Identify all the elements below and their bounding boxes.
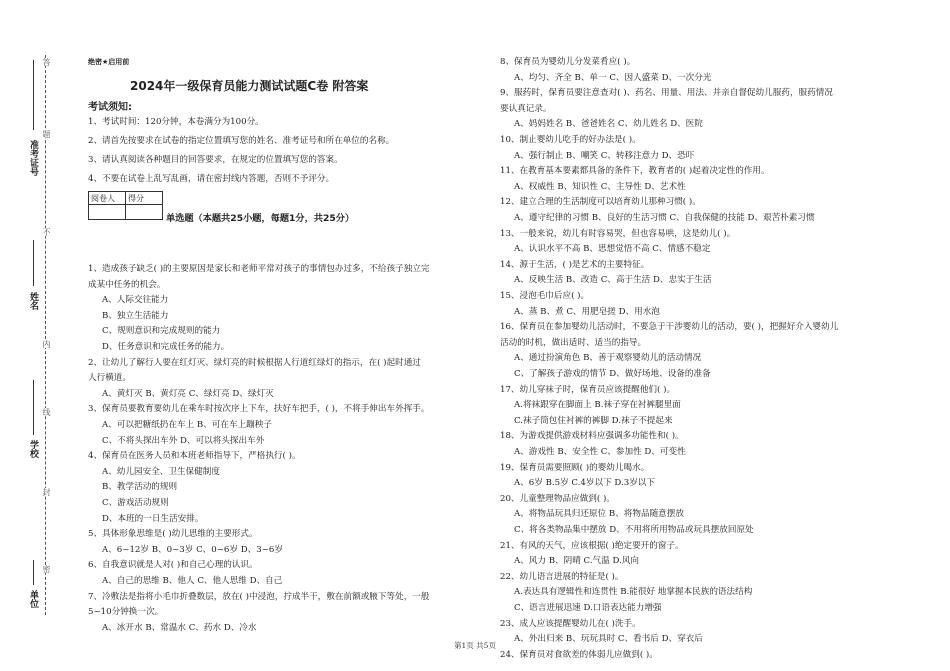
candidate-id-line xyxy=(33,60,34,130)
seal-word: 题 xyxy=(42,130,51,138)
question-line: A、风力 B、阴晴 C.气温 D.风向 xyxy=(514,556,639,567)
page-number: 第1页 共5页 xyxy=(454,641,496,650)
question-line: D、本班的一日生活安排。 xyxy=(102,513,204,524)
section-heading: 单选题（本题共25小题，每题1分，共25分） xyxy=(166,213,355,224)
question-line: C、游戏活动规则 xyxy=(102,498,169,508)
question-line: A、将物品玩具归还原位 B、将物品随意摆放 xyxy=(514,509,684,520)
notice-heading: 考试须知: xyxy=(88,102,132,113)
seal-word: 封 xyxy=(42,488,51,496)
question-line: 19、保育员需要照顾( )的婴幼儿喝水。 xyxy=(500,462,650,473)
question-line: 23、成人应该提醒婴幼儿在( )洗手。 xyxy=(500,618,641,629)
question-line: A、游戏性 B、安全性 C、参加性 D、可变性 xyxy=(514,447,686,457)
question-line: 成某中任务的机会。 xyxy=(88,279,166,290)
question-line: A、权威性 B、知识性 C、主导性 D、艺术性 xyxy=(514,181,686,192)
question-line: C、规则意识和完成规则的能力 xyxy=(102,326,221,337)
question-line: A、可以把糖纸扔在车上 B、可在车上蹦秧子 xyxy=(102,420,272,430)
question-line: 8、保育员为婴幼儿分发菜肴应( )。 xyxy=(500,57,636,67)
seal-word: 线 xyxy=(42,408,51,416)
question-line: C、不将头探出车外 D、可以将头探出车外 xyxy=(102,435,265,446)
notice-item: 2、请首先按要求在试卷的指定位置填写您的姓名、准考证号和所在单位的名称。 xyxy=(88,136,395,146)
question-line: 10、制止婴幼儿吃手的好办法是( )。 xyxy=(500,135,641,145)
question-line: 7、冷敷法是指将小毛巾折叠数层，放在( )中浸泡，拧成半干，敷在前额或腋下等处，一般 xyxy=(88,591,430,602)
question-line: B、独立生活能力 xyxy=(102,310,169,321)
question-line: A、6岁 B.5岁 C.4岁以下 D.3岁以下 xyxy=(514,478,655,489)
question-line: 18、为游戏提供游戏材料应强调多功能性和( )。 xyxy=(500,431,684,442)
page-title: 2024年一级保育员能力测试试题C卷 附答案 xyxy=(130,79,369,93)
question-line: C、语言进展迅速 D.口语表达能力增强 xyxy=(514,603,662,613)
question-line: A、冰开水 B、常温水 C、药水 D、冷水 xyxy=(102,622,257,633)
question-line: 17、幼儿穿袜子时，保育员应该提醒他们( )。 xyxy=(500,384,676,395)
question-line: 21、有风的天气，应该根据( )绝定要开的窗子。 xyxy=(500,540,684,551)
reviewer-input-cell[interactable] xyxy=(89,205,126,220)
question-line: 20、儿童整理物品应做到( )。 xyxy=(500,493,615,504)
question-line: B、教学活动的规则 xyxy=(102,482,178,493)
question-line: 13、一般来说，幼儿有时容易哭，但也容易哄，这是幼儿( )。 xyxy=(500,228,736,239)
question-line: 5、具体形象思维是( )幼儿思维的主要形式。 xyxy=(88,529,258,540)
question-line: A、6~12岁 B、0~3岁 C、0~6岁 D、3~6岁 xyxy=(102,544,283,555)
question-line: 5~10分钟换一次。 xyxy=(88,607,164,618)
question-line: A、妈妈姓名 B、爸爸姓名 C、幼儿姓名 D、医院 xyxy=(514,119,703,130)
question-line: 11、在教育基本要素都具备的条件下，教育者的( )起着决定性的作用。 xyxy=(500,166,770,177)
question-line: 15、浸泡毛巾后应( )。 xyxy=(500,291,590,301)
notice-item: 3、请认真阅读各种题目的回答要求，在规定的位置填写您的答案。 xyxy=(88,155,343,165)
score-input-cell[interactable] xyxy=(126,205,163,220)
question-line: A、反映生活 B、改造 C、高于生活 D、忠实于生活 xyxy=(514,275,712,286)
question-line: 1、造成孩子缺乏( )的主要原因是家长和老师平常对孩子的事情包办过多，不给孩子独立完 xyxy=(88,264,430,274)
question-line: 6、自我意识就是人对( )和自己心理的认识。 xyxy=(88,560,258,571)
question-line: 活动的时机，做出适时、适当的指导。 xyxy=(500,337,647,348)
question-line: 24、保育员对食欲差的体弱儿应做到( )。 xyxy=(500,649,658,660)
school-line xyxy=(33,380,34,435)
seal-word: 不 xyxy=(42,228,51,236)
seal-word: 内 xyxy=(42,340,51,348)
question-line: A、幼儿园安全、卫生保健制度 xyxy=(102,466,220,477)
question-line: A、黄灯灭 B、黄灯亮 C、绿灯亮 D、绿灯灭 xyxy=(102,388,274,399)
question-line: A、外出归来 B、玩玩具时 C、看书后 D、穿衣后 xyxy=(514,634,703,645)
question-line: A、强行制止 B、嘲笑 C、转移注意力 D、恐吓 xyxy=(514,150,695,161)
question-line: 9、服药时，保育员要注意查对( )、药名、用量、用法、并亲自督促幼儿服药，服药情况 xyxy=(500,88,833,99)
notice-item: 4、不要在试卷上乱写乱画，请在密封线内答题，否则不予评分。 xyxy=(88,174,335,184)
school-label: 学校 xyxy=(28,440,38,458)
question-line: 人行横道。 xyxy=(88,373,131,384)
candidate-id-label: 准考证号 xyxy=(28,140,38,176)
name-line xyxy=(33,240,34,286)
question-line: A、认识水平不高 B、思想觉悟不高 C、情感不稳定 xyxy=(514,244,711,255)
question-line: A.将袜跟穿在脚面上 B.袜子穿在衬裤腿里面 xyxy=(514,400,681,411)
question-line: 16、保育员在参加婴幼儿活动时，不要急于干涉婴幼儿的活动，要( )，把握好介入婴幼儿 xyxy=(500,322,839,333)
question-line: A、遵守纪律的习惯 B、良好的生活习惯 C、自我保健的技能 D、艰苦朴素习惯 xyxy=(514,213,815,223)
confidential-mark: 绝密★启用前 xyxy=(88,58,130,66)
question-line: C、了解孩子游戏的情节 D、做好场地、设备的准备 xyxy=(514,369,711,379)
binding-margin xyxy=(0,0,75,671)
question-line: C.袜子筒包住衬裤的裤脚 D.袜子不提起来 xyxy=(514,415,673,426)
seal-word: 密 xyxy=(42,565,51,573)
question-line: 4、保育员在医务人员和本班老师指导下，严格执行( )。 xyxy=(88,451,301,462)
question-line: C、将各类物品集中摆放 D、不用将所用物品或玩具摆放回原处 xyxy=(514,525,754,535)
notice-item: 1、考试时间：120分钟，本卷满分为100分。 xyxy=(88,117,264,127)
question-line: D、任务意识和完成任务的能力。 xyxy=(102,342,230,352)
question-line: 要认真记录。 xyxy=(500,103,552,114)
question-line: A、均匀、齐全 B、单一 C、因人盛菜 D、一次分光 xyxy=(514,72,712,83)
question-line: 3、保育员要教育要幼儿在乘车时按次序上下车，扶好车把手，( )，不将手伸出车外挥手。 xyxy=(88,404,430,415)
question-line: A、人际交往能力 xyxy=(102,295,169,306)
question-line: A、通过扮演角色 B、善于观察婴幼儿的活动情况 xyxy=(514,353,702,364)
score-cell: 得分 xyxy=(126,192,163,205)
seal-word: 答 xyxy=(42,58,51,66)
question-line: A.表达具有逻辑性和连贯性 B.能很好 地掌握本民族的语法结构 xyxy=(514,587,753,598)
score-table xyxy=(88,191,163,220)
unit-line xyxy=(33,560,34,585)
question-line: 2、让幼儿了解行人要在红灯灭、绿灯亮的时候根据人行道红绿灯的指示，在( )起时通过 xyxy=(88,357,421,368)
question-line: A、蒸 B、煮 C、用肥皂搓 D、用水泡 xyxy=(514,306,660,317)
question-line: A、自己的思维 B、他人 C、他人思维 D、自己 xyxy=(102,576,283,586)
question-line: 22、幼儿语言进展的特征是( )。 xyxy=(500,571,624,582)
reviewer-cell: 阅卷人 xyxy=(89,192,126,205)
name-label: 姓名 xyxy=(28,292,38,310)
unit-label: 单位 xyxy=(28,590,38,608)
seal-line xyxy=(45,55,46,615)
question-line: 14、源于生活，( )是艺术的主要特征。 xyxy=(500,259,650,270)
question-line: 12、建立合理的生活制度可以培育幼儿那种习惯( )。 xyxy=(500,197,701,208)
